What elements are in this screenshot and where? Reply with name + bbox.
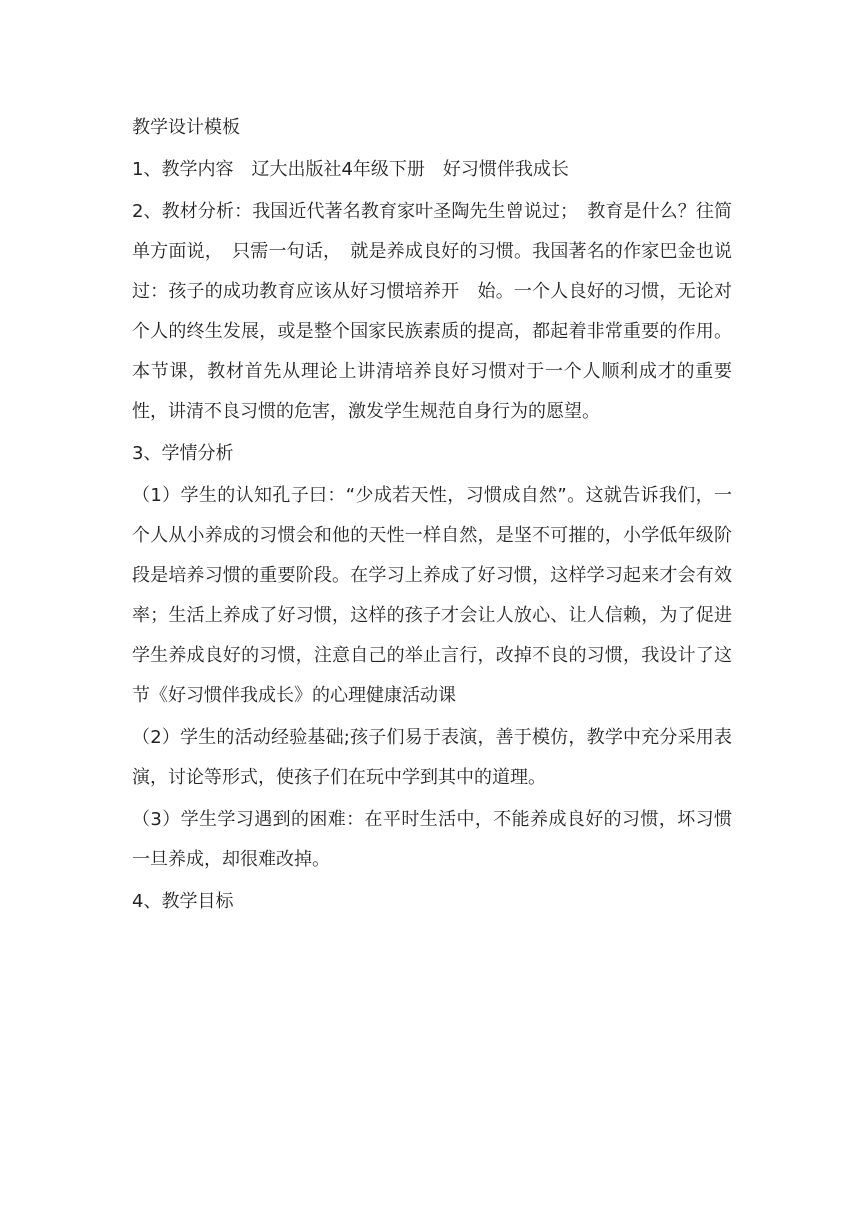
- document-page: [132, 108, 732, 924]
- learner-analysis-item-2: （2）学生的活动经验基础;孩子们易于表演，善于模仿，教学中充分采用表演，讨论等形式，使孩子们在玩中学到其中的道理。: [132, 727, 732, 788]
- textbook-analysis-paragraph: 2、教材分析：我国近代著名教育家叶圣陶先生曾说过； 教育是什么？往简单方面说， 只需一句话， 就是养成良好的习惯。我国著名的作家巴金也说过：孩子的成功教育应该从好习惯培养开 始。一个人良好的习惯，无论对个人的终生发展，或是整个国家民族素质的提高，都起着非常重要的作用。本节课，教材首先从理论上讲清培养良好习惯对于一个人顺利成才的重要性，讲清不良习惯的危害，激发学生规范自身行为的愿望。: [132, 201, 732, 422]
- learner-analysis-item-3: （3）学生学习遇到的困难：在平时生活中，不能养成良好的习惯，坏习惯一旦养成，却很难改掉。: [132, 809, 732, 870]
- learner-analysis-heading: 3、学情分析: [132, 443, 234, 464]
- teaching-objectives-heading: 4、教学目标: [132, 891, 234, 912]
- learner-analysis-item-1: （1）学生的认知孔子曰：“少成若天性，习惯成自然”。这就告诉我们，一个人从小养成的习惯会和他的天性一样自然，是坚不可摧的，小学低年级阶段是培养习惯的重要阶段。在学习上养成了好习惯，这样学习起来才会有效率；生活上养成了好习惯，这样的孩子才会让人放心、让人信赖，为了促进学生养成良好的习惯，注意自己的举止言行，改掉不良的习惯，我设计了这节《好习惯伴我成长》的心理健康活动课: [132, 485, 732, 706]
- teaching-content-line: 1、教学内容 辽大出版社4年级下册 好习惯伴我成长: [132, 159, 569, 180]
- document-title: 教学设计模板: [132, 117, 240, 138]
